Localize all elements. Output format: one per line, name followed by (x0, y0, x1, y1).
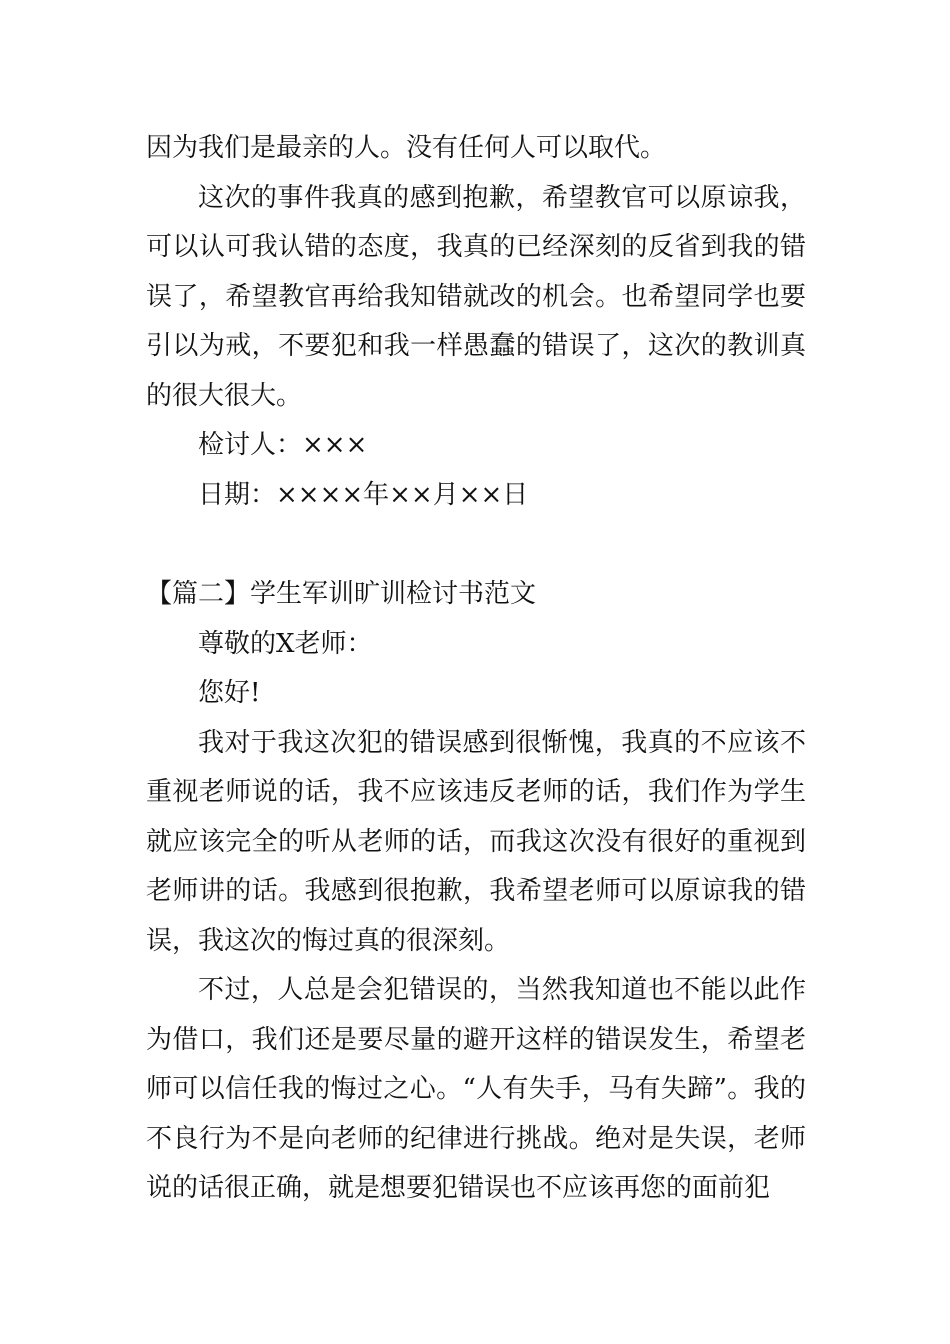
date-line: 日期：××××年××月××日 (198, 479, 529, 510)
signer-line: 检讨人：××× (198, 430, 368, 460)
continuation-text: 因为我们是最亲的人。没有任何人可以取代。 (146, 133, 667, 163)
document-body (146, 124, 806, 1214)
body-paragraph-2: 不过，人总是会犯错误的，当然我知道也不能以此作为借口，我们还是要尽量的避开这样的错误发生，希望老师可以信任我的悔过之心。“人有失手，马有失蹄”。我的不良行为不是向老师的纪律进行挑战。绝对是失误，老师说的话很正确，就是想要犯错误也不应该再您的面前犯 (146, 975, 806, 1203)
body-paragraph-1: 我对于我这次犯的错误感到很惭愧，我真的不应该不重视老师说的话，我不应该违反老师的话，我们作为学生就应该完全的听从老师的话，而我这次没有很好的重视到老师讲的话。我感到很抱歉，我希望老师可以原谅我的错误，我这次的悔过真的很深刻。 (146, 727, 806, 956)
greeting-line: 您好! (198, 678, 261, 708)
apology-paragraph: 这次的事件我真的感到抱歉，希望教官可以原谅我，可以认可我认错的态度，我真的已经深刻的反省到我的错误了，希望教官再给我知错就改的机会。也希望同学也要引以为戒，不要犯和我一样愚蠢的错误了，这次的教训真的很大很大。 (146, 182, 806, 411)
section-spacer (146, 520, 806, 570)
salutation-line: 尊敬的X老师： (198, 628, 373, 659)
section-heading: 【篇二】学生军训旷训检讨书范文 (146, 579, 537, 609)
